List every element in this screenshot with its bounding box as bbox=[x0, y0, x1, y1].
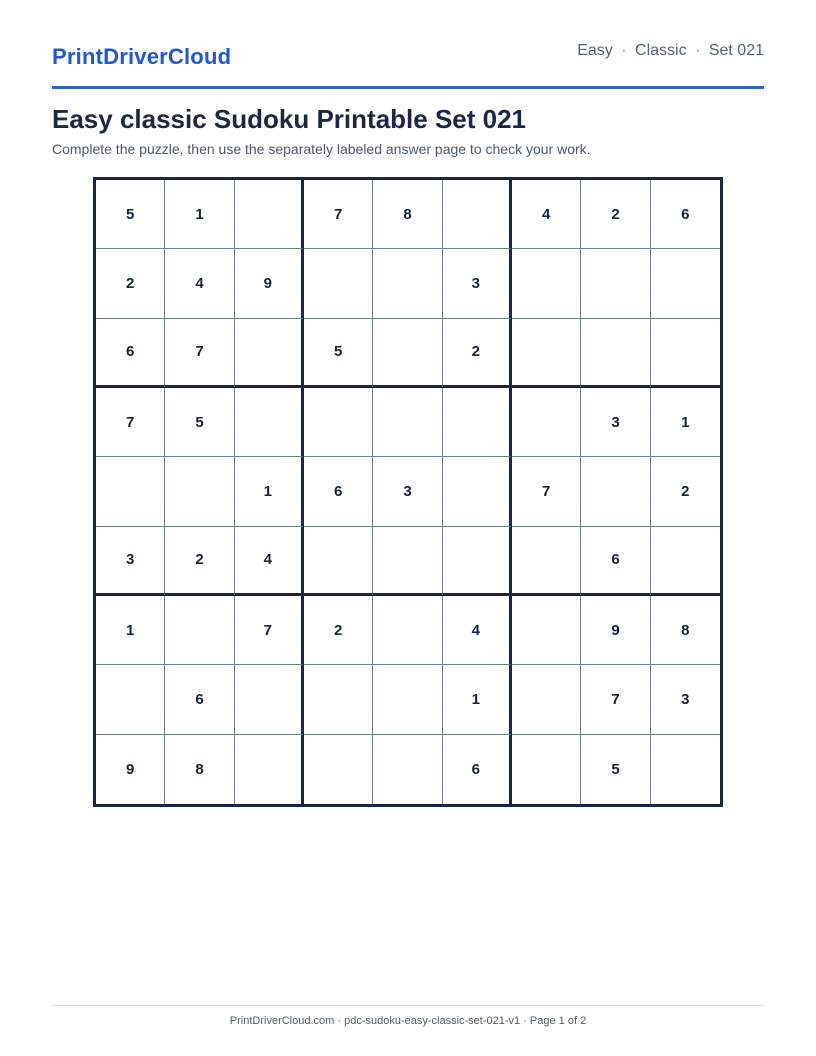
meta-separator: · bbox=[621, 42, 627, 59]
sudoku-cell-given[interactable]: 2 bbox=[304, 596, 373, 665]
sudoku-cell-given[interactable]: 8 bbox=[165, 735, 234, 804]
sudoku-cell-empty[interactable] bbox=[304, 527, 373, 596]
sudoku-cell-empty[interactable] bbox=[96, 665, 165, 734]
sudoku-cell-given[interactable]: 5 bbox=[304, 319, 373, 388]
sudoku-cell-given[interactable]: 2 bbox=[581, 180, 650, 249]
sudoku-cell-given[interactable]: 1 bbox=[651, 388, 720, 457]
sudoku-cell-empty[interactable] bbox=[304, 735, 373, 804]
sudoku-cell-empty[interactable] bbox=[304, 388, 373, 457]
sudoku-cell-given[interactable]: 7 bbox=[165, 319, 234, 388]
sudoku-cell-empty[interactable] bbox=[235, 735, 304, 804]
sudoku-cell-given[interactable]: 6 bbox=[96, 319, 165, 388]
page-title: Easy classic Sudoku Printable Set 021 bbox=[52, 104, 527, 134]
sudoku-cell-given[interactable]: 9 bbox=[581, 596, 650, 665]
difficulty-label: Easy bbox=[577, 42, 613, 59]
sudoku-cell-empty[interactable] bbox=[512, 249, 581, 318]
sudoku-cell-empty[interactable] bbox=[165, 596, 234, 665]
sudoku-cell-given[interactable]: 4 bbox=[235, 527, 304, 596]
sudoku-cell-empty[interactable] bbox=[235, 319, 304, 388]
sudoku-cell-given[interactable]: 3 bbox=[443, 249, 512, 318]
sudoku-cell-empty[interactable] bbox=[512, 527, 581, 596]
sudoku-cell-empty[interactable] bbox=[443, 527, 512, 596]
sudoku-cell-given[interactable]: 3 bbox=[373, 457, 442, 526]
sudoku-cell-empty[interactable] bbox=[651, 527, 720, 596]
sudoku-cell-empty[interactable] bbox=[235, 180, 304, 249]
sudoku-cell-empty[interactable] bbox=[304, 665, 373, 734]
sudoku-cell-given[interactable]: 1 bbox=[443, 665, 512, 734]
sudoku-cell-empty[interactable] bbox=[581, 249, 650, 318]
sudoku-cell-given[interactable]: 4 bbox=[443, 596, 512, 665]
sudoku-cell-given[interactable]: 2 bbox=[443, 319, 512, 388]
sudoku-cell-empty[interactable] bbox=[373, 665, 442, 734]
sudoku-cell-given[interactable]: 7 bbox=[581, 665, 650, 734]
sudoku-cell-given[interactable]: 2 bbox=[165, 527, 234, 596]
sudoku-cell-given[interactable]: 8 bbox=[651, 596, 720, 665]
sudoku-cell-given[interactable]: 1 bbox=[96, 596, 165, 665]
sudoku-grid bbox=[93, 177, 723, 807]
sudoku-cell-empty[interactable] bbox=[512, 596, 581, 665]
page-subtitle: Complete the puzzle, then use the separately labeled answer page to check your work. bbox=[52, 141, 591, 157]
sudoku-cell-empty[interactable] bbox=[651, 735, 720, 804]
sudoku-cell-given[interactable]: 1 bbox=[235, 457, 304, 526]
sudoku-cell-given[interactable]: 3 bbox=[651, 665, 720, 734]
sudoku-cell-empty[interactable] bbox=[373, 388, 442, 457]
sudoku-cell-given[interactable]: 4 bbox=[512, 180, 581, 249]
sudoku-cell-empty[interactable] bbox=[512, 665, 581, 734]
sudoku-cell-given[interactable]: 2 bbox=[96, 249, 165, 318]
sudoku-cell-empty[interactable] bbox=[373, 319, 442, 388]
sudoku-cell-given[interactable]: 7 bbox=[96, 388, 165, 457]
sudoku-cell-empty[interactable] bbox=[651, 319, 720, 388]
sudoku-cell-empty[interactable] bbox=[235, 665, 304, 734]
sudoku-cell-empty[interactable] bbox=[443, 388, 512, 457]
sudoku-cell-given[interactable]: 2 bbox=[651, 457, 720, 526]
sudoku-cell-given[interactable]: 7 bbox=[235, 596, 304, 665]
sudoku-cell-given[interactable]: 9 bbox=[96, 735, 165, 804]
sudoku-cell-given[interactable]: 6 bbox=[651, 180, 720, 249]
sudoku-cell-given[interactable]: 5 bbox=[96, 180, 165, 249]
sudoku-cell-given[interactable]: 6 bbox=[304, 457, 373, 526]
page-header bbox=[52, 32, 764, 89]
sudoku-cell-given[interactable]: 9 bbox=[235, 249, 304, 318]
sudoku-cell-empty[interactable] bbox=[512, 388, 581, 457]
sudoku-cell-empty[interactable] bbox=[235, 388, 304, 457]
sudoku-cell-empty[interactable] bbox=[651, 249, 720, 318]
sudoku-cell-given[interactable]: 3 bbox=[581, 388, 650, 457]
sudoku-cell-empty[interactable] bbox=[512, 319, 581, 388]
sudoku-cell-empty[interactable] bbox=[304, 249, 373, 318]
sudoku-cell-empty[interactable] bbox=[165, 457, 234, 526]
sudoku-cell-empty[interactable] bbox=[443, 180, 512, 249]
sudoku-cell-empty[interactable] bbox=[443, 457, 512, 526]
sudoku-cell-empty[interactable] bbox=[581, 319, 650, 388]
sudoku-cell-empty[interactable] bbox=[373, 596, 442, 665]
sudoku-cell-given[interactable]: 5 bbox=[165, 388, 234, 457]
sudoku-cell-empty[interactable] bbox=[373, 735, 442, 804]
sudoku-cell-given[interactable]: 6 bbox=[581, 527, 650, 596]
page-footer: PrintDriverCloud.com · pdc-sudoku-easy-classic-set-021-v1 · Page 1 of 2 bbox=[52, 1005, 764, 1027]
sudoku-cell-given[interactable]: 6 bbox=[443, 735, 512, 804]
sudoku-cell-given[interactable]: 7 bbox=[304, 180, 373, 249]
sudoku-cell-given[interactable]: 5 bbox=[581, 735, 650, 804]
brand-logo[interactable]: PrintDriverCloud bbox=[52, 44, 232, 69]
sudoku-cell-given[interactable]: 3 bbox=[96, 527, 165, 596]
sudoku-cell-empty[interactable] bbox=[512, 735, 581, 804]
sudoku-cell-given[interactable]: 4 bbox=[165, 249, 234, 318]
sudoku-cell-empty[interactable] bbox=[581, 457, 650, 526]
variant-label: Classic bbox=[635, 42, 687, 59]
sudoku-cell-empty[interactable] bbox=[373, 527, 442, 596]
sudoku-cell-empty[interactable] bbox=[96, 457, 165, 526]
header-meta bbox=[577, 42, 764, 60]
set-label: Set 021 bbox=[708, 42, 764, 59]
sudoku-cell-given[interactable]: 7 bbox=[512, 457, 581, 526]
sudoku-cell-given[interactable]: 6 bbox=[165, 665, 234, 734]
meta-separator: · bbox=[695, 42, 701, 59]
sudoku-cell-given[interactable]: 8 bbox=[373, 180, 442, 249]
sudoku-cell-given[interactable]: 1 bbox=[165, 180, 234, 249]
sudoku-cell-empty[interactable] bbox=[373, 249, 442, 318]
